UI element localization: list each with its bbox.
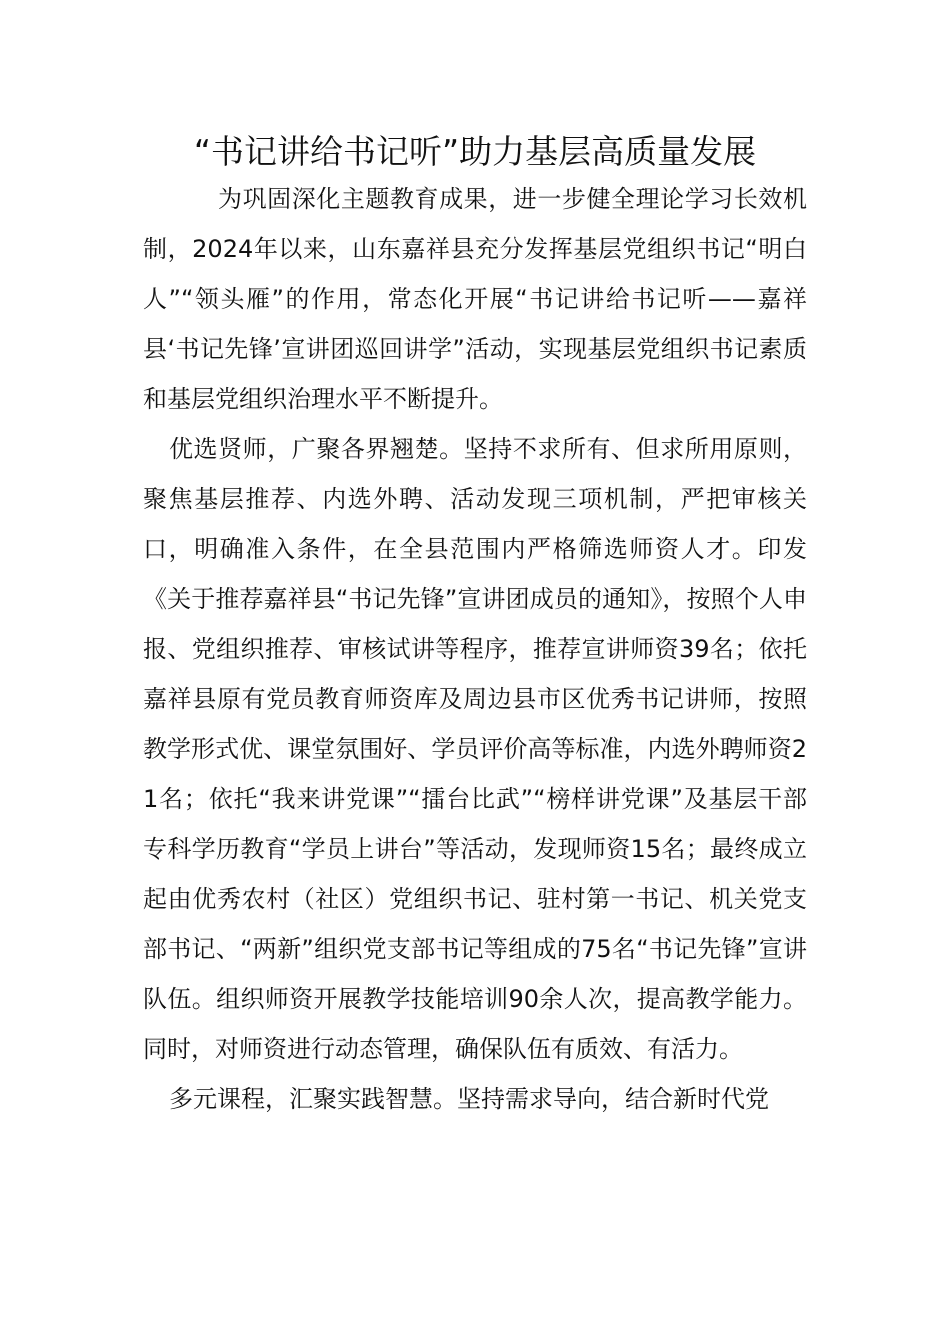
- document-title: “书记讲给书记听”助力基层高质量发展: [193, 132, 757, 171]
- document-body: [143, 174, 807, 1124]
- paragraph-courses: 多元课程，汇聚实践智慧。坚持需求导向，结合新时代党: [169, 1085, 769, 1113]
- paragraph-teachers: 优选贤师，广聚各界翘楚。坚持不求所有、但求所用原则，聚焦基层推荐、内选外聘、活动发现三项机制，严把审核关口，明确准入条件，在全县范围内严格筛选师资人才。印发《关于推荐嘉祥县“书记先锋”宣讲团成员的通知》，按照个人申报、党组织推荐、审核试讲等程序，推荐宣讲师资39名；依托嘉祥县原有党员教育师资库及周边县市区优秀书记讲师，按照教学形式优、课堂氛围好、学员评价高等标准，内选外聘师资21名；依托“我来讲党课”“擂台比武”“榜样讲党课”及基层干部专科学历教育“学员上讲台”等活动，发现师资15名；最终成立起由优秀农村（社区）党组织书记、驻村第一书记、机关党支部书记、“两新”组织党支部书记等组成的75名“书记先锋”宣讲队伍。组织师资开展教学技能培训90余人次，提高教学能力。同时，对师资进行动态管理，确保队伍有质效、有活力。: [143, 435, 807, 1063]
- paragraph-intro: 为巩固深化主题教育成果，进一步健全理论学习长效机制，2024年以来，山东嘉祥县充分发挥基层党组织书记“明白人”“领头雁”的作用，常态化开展“书记讲给书记听——嘉祥县‘书记先锋’宣讲团巡回讲学”活动，实现基层党组织书记素质和基层党组织治理水平不断提升。: [143, 185, 807, 413]
